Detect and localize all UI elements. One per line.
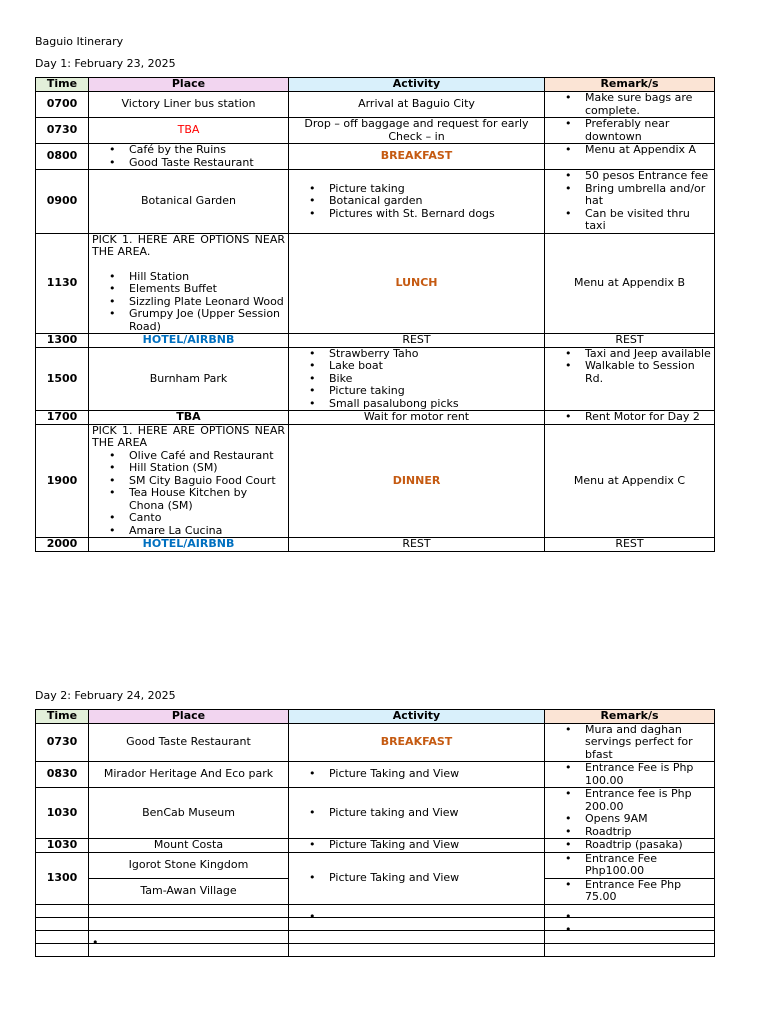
place-cell: Victory Liner bus station bbox=[89, 92, 289, 118]
table-row bbox=[36, 788, 715, 839]
remarks-cell bbox=[545, 170, 715, 234]
day1-label: Day 1: February 23, 2025 bbox=[35, 57, 176, 70]
list-item: • Walkable to Session Rd. bbox=[585, 360, 711, 385]
place-cell: Good Taste Restaurant bbox=[89, 723, 289, 762]
activity-cell: BREAKFAST bbox=[289, 723, 545, 762]
options-intro: PICK 1. HERE ARE OPTIONS NEAR THE AREA bbox=[92, 423, 285, 449]
time-cell: 1300 bbox=[36, 334, 89, 348]
table-header-row bbox=[36, 709, 715, 723]
activity-cell bbox=[289, 839, 545, 853]
header-activity: Activity bbox=[289, 709, 545, 723]
time-cell: 1700 bbox=[36, 411, 89, 425]
empty-row bbox=[36, 904, 715, 917]
place-cell: Burnham Park bbox=[89, 347, 289, 411]
activity-cell: REST bbox=[289, 538, 545, 552]
place-cell: Mirador Heritage And Eco park bbox=[89, 762, 289, 788]
list-item: • Tea House Kitchen by Chona (SM) bbox=[129, 487, 285, 512]
place-cell bbox=[89, 943, 289, 956]
activity-cell: Wait for motor rent bbox=[289, 411, 545, 425]
list-item: • Opens 9AM bbox=[585, 813, 711, 826]
table-header-row bbox=[36, 78, 715, 92]
time-cell: 0700 bbox=[36, 92, 89, 118]
header-remarks: Remark/s bbox=[545, 78, 715, 92]
header-time: Time bbox=[36, 709, 89, 723]
time-cell: 1900 bbox=[36, 424, 89, 538]
remarks-cell bbox=[545, 144, 715, 170]
list-item: • Grumpy Joe (Upper Session Road) bbox=[129, 308, 285, 333]
activity-cell bbox=[289, 762, 545, 788]
table-row bbox=[36, 334, 715, 348]
table-row bbox=[36, 852, 715, 878]
remarks-cell bbox=[545, 788, 715, 839]
time-cell: 1300 bbox=[36, 852, 89, 904]
activity-cell: Drop – off baggage and request for early Check – in bbox=[289, 118, 545, 144]
day1-itinerary-table bbox=[35, 77, 715, 552]
activity-cell bbox=[289, 943, 545, 956]
activity-cell bbox=[289, 347, 545, 411]
list-item: • Elements Buffet bbox=[129, 283, 285, 296]
place-cell: TBA bbox=[89, 118, 289, 144]
list-item: • Café by the Ruins bbox=[129, 144, 285, 157]
table-row bbox=[36, 424, 715, 538]
list-item: • Make sure bags are complete. bbox=[585, 92, 711, 117]
time-cell: 0900 bbox=[36, 170, 89, 234]
table-row bbox=[36, 347, 715, 411]
list-item: • Olive Café and Restaurant bbox=[129, 450, 285, 463]
list-item: • Strawberry Taho bbox=[329, 348, 541, 361]
remarks-cell bbox=[545, 411, 715, 425]
time-cell: 0800 bbox=[36, 144, 89, 170]
time-cell: 1030 bbox=[36, 839, 89, 853]
place-cell bbox=[89, 233, 289, 334]
time-cell bbox=[36, 917, 89, 930]
day2-itinerary-table bbox=[35, 709, 715, 957]
list-item: • Picture Taking and View bbox=[329, 839, 541, 852]
place-cell: HOTEL/AIRBNB bbox=[89, 538, 289, 552]
list-item: • Pictures with St. Bernard dogs bbox=[329, 208, 541, 221]
table-row bbox=[36, 118, 715, 144]
time-cell: 1030 bbox=[36, 788, 89, 839]
activity-cell: Arrival at Baguio City bbox=[289, 92, 545, 118]
remarks-cell bbox=[545, 839, 715, 853]
list-item: • Amare La Cucina bbox=[129, 525, 285, 538]
remarks-cell: Menu at Appendix B bbox=[545, 233, 715, 334]
header-remarks: Remark/s bbox=[545, 709, 715, 723]
table-row bbox=[36, 92, 715, 118]
list-item: • Roadtrip (pasaka) bbox=[585, 839, 711, 852]
place-cell bbox=[89, 904, 289, 917]
activity-cell bbox=[289, 930, 545, 943]
document-title: Baguio Itinerary bbox=[35, 35, 124, 48]
list-item: • Preferably near downtown bbox=[585, 118, 711, 143]
list-item: • Hill Station bbox=[129, 271, 285, 284]
list-item: • Hill Station (SM) bbox=[129, 462, 285, 475]
list-item: • Entrance Fee Php 75.00 bbox=[585, 879, 711, 904]
list-item: • Picture taking bbox=[329, 385, 541, 398]
header-place: Place bbox=[89, 78, 289, 92]
place-cell: TBA bbox=[89, 411, 289, 425]
list-item: • Bike bbox=[329, 373, 541, 386]
list-item: • SM City Baguio Food Court bbox=[129, 475, 285, 488]
activity-cell: DINNER bbox=[289, 424, 545, 538]
table-row bbox=[36, 839, 715, 853]
remarks-cell: REST bbox=[545, 334, 715, 348]
list-item: • Can be visited thru taxi bbox=[585, 208, 711, 233]
list-item: • Entrance fee is Php 200.00 bbox=[585, 788, 711, 813]
remarks-cell bbox=[545, 762, 715, 788]
activity-cell: BREAKFAST bbox=[289, 144, 545, 170]
list-item: • Good Taste Restaurant bbox=[129, 157, 285, 170]
list-item: • Roadtrip bbox=[585, 826, 711, 839]
place-cell: Tam-Awan Village bbox=[89, 878, 289, 904]
list-item: • Small pasalubong picks bbox=[329, 398, 541, 411]
list-item: • Lake boat bbox=[329, 360, 541, 373]
remarks-cell bbox=[545, 723, 715, 762]
header-activity: Activity bbox=[289, 78, 545, 92]
activity-cell: LUNCH bbox=[289, 233, 545, 334]
list-item: • Picture taking bbox=[329, 183, 541, 196]
remarks-cell bbox=[545, 904, 715, 917]
place-cell bbox=[89, 930, 289, 943]
empty-row bbox=[36, 943, 715, 956]
time-cell bbox=[36, 904, 89, 917]
table-row bbox=[36, 170, 715, 234]
empty-row bbox=[36, 930, 715, 943]
list-item: • Entrance Fee Php100.00 bbox=[585, 853, 711, 878]
header-time: Time bbox=[36, 78, 89, 92]
time-cell bbox=[36, 930, 89, 943]
list-item: • Menu at Appendix A bbox=[585, 144, 711, 157]
table-row bbox=[36, 762, 715, 788]
time-cell: 1130 bbox=[36, 233, 89, 334]
list-item: • Picture Taking and View bbox=[329, 768, 541, 781]
list-item: • Rent Motor for Day 2 bbox=[585, 411, 711, 424]
place-cell: Mount Costa bbox=[89, 839, 289, 853]
list-item: • Picture taking and View bbox=[329, 807, 541, 820]
remarks-cell bbox=[545, 943, 715, 956]
list-item: • Picture Taking and View bbox=[329, 872, 541, 885]
remarks-cell: Menu at Appendix C bbox=[545, 424, 715, 538]
list-item: • Mura and daghan servings perfect for bfast bbox=[585, 724, 711, 762]
place-cell: BenCab Museum bbox=[89, 788, 289, 839]
activity-cell bbox=[289, 170, 545, 234]
empty-row bbox=[36, 917, 715, 930]
remarks-cell bbox=[545, 878, 715, 904]
list-item: • Sizzling Plate Leonard Wood bbox=[129, 296, 285, 309]
time-cell: 0830 bbox=[36, 762, 89, 788]
remarks-cell bbox=[545, 118, 715, 144]
place-cell bbox=[89, 917, 289, 930]
table-row bbox=[36, 723, 715, 762]
remarks-cell bbox=[545, 347, 715, 411]
place-cell: HOTEL/AIRBNB bbox=[89, 334, 289, 348]
list-item: • Entrance Fee is Php 100.00 bbox=[585, 762, 711, 787]
place-cell: Botanical Garden bbox=[89, 170, 289, 234]
time-cell: 1500 bbox=[36, 347, 89, 411]
time-cell: 0730 bbox=[36, 118, 89, 144]
table-row bbox=[36, 144, 715, 170]
activity-cell bbox=[289, 788, 545, 839]
list-item: • Botanical garden bbox=[329, 195, 541, 208]
remarks-cell bbox=[545, 92, 715, 118]
document-page bbox=[35, 33, 713, 957]
remarks-cell: REST bbox=[545, 538, 715, 552]
list-item: • Canto bbox=[129, 512, 285, 525]
place-cell bbox=[89, 144, 289, 170]
activity-cell bbox=[289, 904, 545, 917]
remarks-cell bbox=[545, 852, 715, 878]
options-intro: PICK 1. HERE ARE OPTIONS NEAR THE AREA. bbox=[92, 232, 285, 258]
table-row bbox=[36, 411, 715, 425]
place-cell: Igorot Stone Kingdom bbox=[89, 852, 289, 878]
activity-cell: REST bbox=[289, 334, 545, 348]
time-cell: 2000 bbox=[36, 538, 89, 552]
header-place: Place bbox=[89, 709, 289, 723]
list-item: • 50 pesos Entrance fee bbox=[585, 170, 711, 183]
day2-label: Day 2: February 24, 2025 bbox=[35, 688, 176, 702]
table-row bbox=[36, 233, 715, 334]
place-cell bbox=[89, 424, 289, 538]
list-item: • Bring umbrella and/or hat bbox=[585, 183, 711, 208]
activity-cell bbox=[289, 852, 545, 904]
activity-cell bbox=[289, 917, 545, 930]
time-cell bbox=[36, 943, 89, 956]
list-item: • Taxi and Jeep available bbox=[585, 348, 711, 361]
table-row bbox=[36, 538, 715, 552]
time-cell: 0730 bbox=[36, 723, 89, 762]
